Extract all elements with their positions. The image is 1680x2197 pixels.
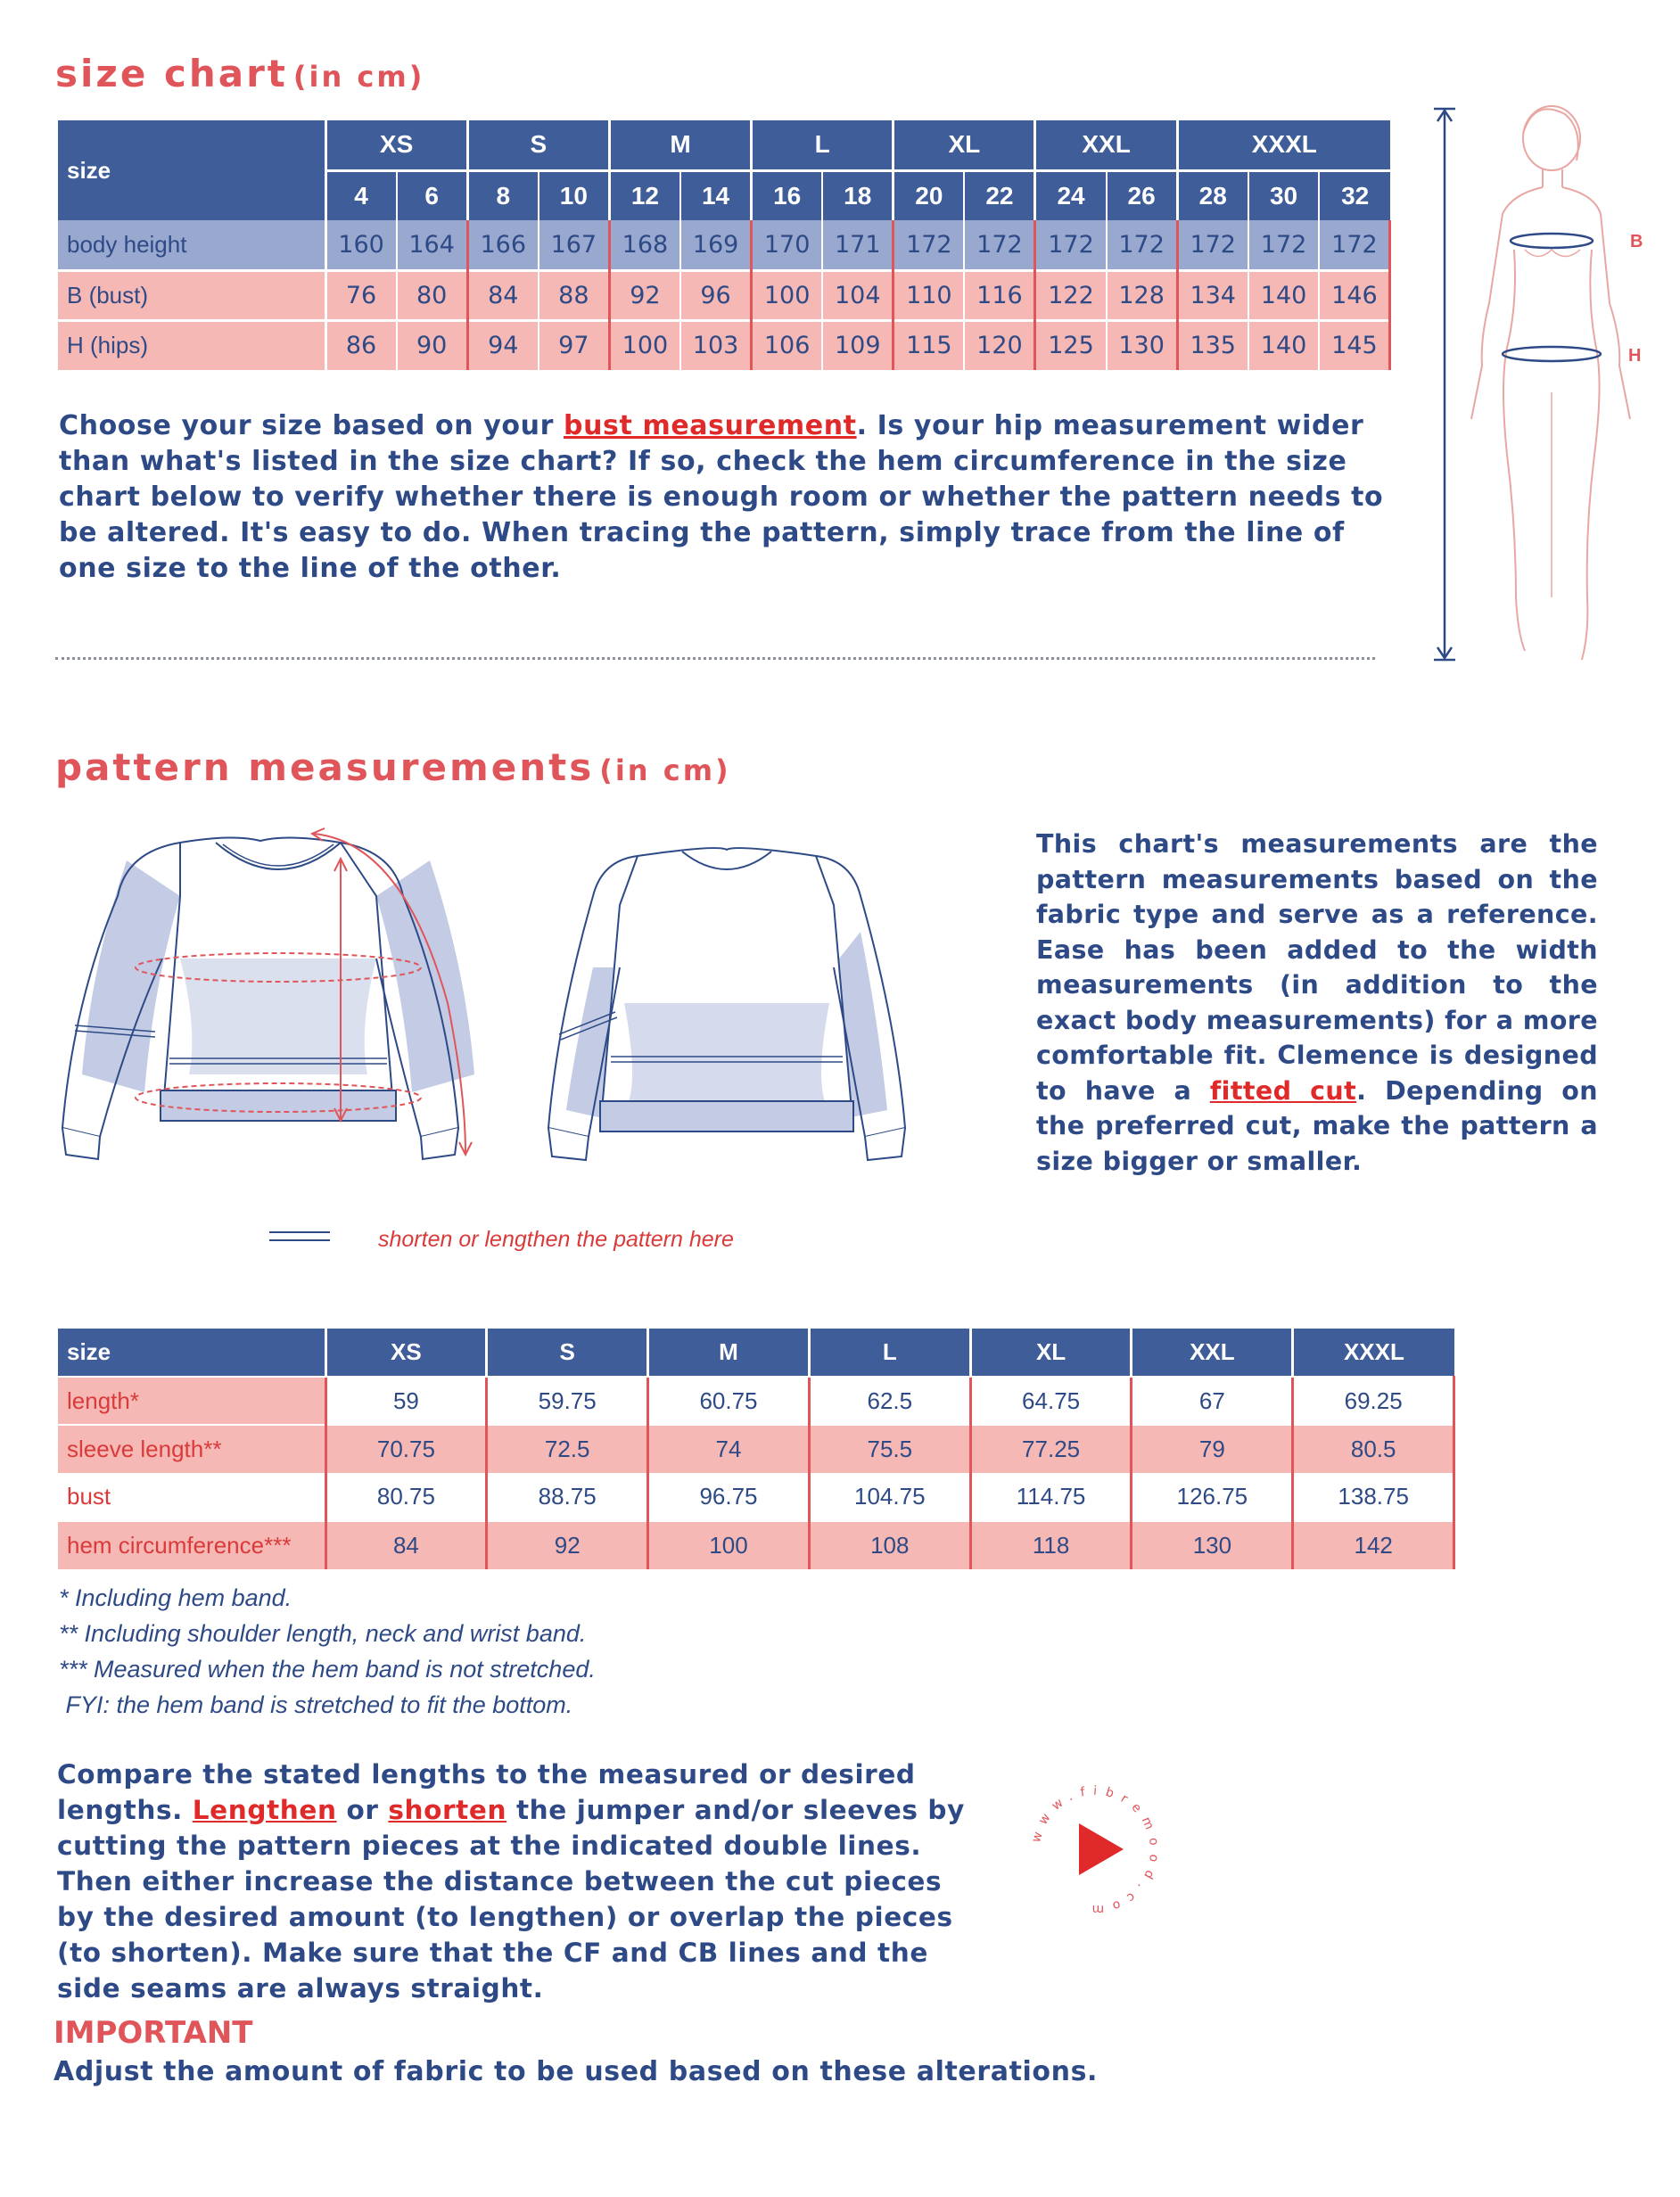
table-cell: 62.5 bbox=[809, 1377, 970, 1425]
table-cell: 109 bbox=[822, 320, 894, 370]
table-cell: 100 bbox=[609, 320, 680, 370]
size-number: 22 bbox=[964, 170, 1035, 220]
table-cell: 140 bbox=[1248, 270, 1320, 320]
table-cell: 76 bbox=[325, 270, 397, 320]
table-cell: 172 bbox=[1177, 220, 1248, 270]
lengthen-link: Lengthen bbox=[192, 1795, 337, 1825]
double-line-legend-icon bbox=[269, 1230, 332, 1247]
table-cell: 72.5 bbox=[487, 1425, 648, 1473]
table-cell: 172 bbox=[964, 220, 1035, 270]
pattern-measurements-table bbox=[58, 1329, 1455, 1569]
table-cell: 171 bbox=[822, 220, 894, 270]
footnotes bbox=[59, 1580, 596, 1723]
table-cell: 67 bbox=[1132, 1377, 1293, 1425]
table-cell: 80.5 bbox=[1293, 1425, 1454, 1473]
size-number: 8 bbox=[467, 170, 539, 220]
table-cell: 166 bbox=[467, 220, 539, 270]
footnote: ** Including shoulder length, neck and wrist band. bbox=[59, 1620, 587, 1647]
bust-measurement-link: bust measurement bbox=[564, 410, 857, 441]
size-header-label: size bbox=[58, 120, 325, 220]
footnote: *** Measured when the hem band is not stretched. bbox=[59, 1656, 596, 1683]
table-cell: 172 bbox=[1035, 220, 1107, 270]
table-cell: 169 bbox=[680, 220, 752, 270]
size-group-xxl: XXL bbox=[1035, 120, 1177, 170]
fibremood-logo bbox=[1015, 1770, 1175, 1930]
pattern-size-header: L bbox=[809, 1329, 970, 1377]
table-cell: 59.75 bbox=[487, 1377, 648, 1425]
size-number: 12 bbox=[609, 170, 680, 220]
table-cell: 64.75 bbox=[970, 1377, 1132, 1425]
table-cell: 115 bbox=[894, 320, 965, 370]
shorten-link: shorten bbox=[388, 1795, 507, 1825]
jumper-front-illustration bbox=[55, 825, 519, 1173]
pattern-size-label: size bbox=[58, 1329, 325, 1377]
intro-paragraph: Choose your size based on your bust measurement. Is your hip measurement wider than what's listed in the size chart? If so, check the hem circumference in the size chart below to verify whether there is enough room or whether the pattern needs to be altered. It's easy to do. When tracing the pattern, simply trace from the line of one size to the line of the other. bbox=[59, 410, 1384, 584]
table-cell: 160 bbox=[325, 220, 397, 270]
table-cell: 114.75 bbox=[970, 1473, 1132, 1521]
table-cell: 84 bbox=[467, 270, 539, 320]
table-cell: 145 bbox=[1319, 320, 1390, 370]
table-cell: 88 bbox=[539, 270, 610, 320]
pattern-description: This chart's measurements are the pattern measurements based on the fabric type and serve as a reference. Ease has been added to the width measurements (in addition to the exact body measurements) for a more comfortable fit. Clemence is designed to have a fitted cut. Depending on the preferred cut, make the pattern a size bigger or smaller. bbox=[1036, 829, 1598, 1176]
pattern-size-header: XL bbox=[970, 1329, 1132, 1377]
table-cell: 172 bbox=[894, 220, 965, 270]
legend-text: shorten or lengthen the pattern here bbox=[378, 1227, 734, 1252]
table-cell: 59 bbox=[325, 1377, 487, 1425]
table-cell: 80 bbox=[397, 270, 468, 320]
length-row bbox=[58, 1377, 1454, 1425]
table-cell: 167 bbox=[539, 220, 610, 270]
row-label-sleeve-length: sleeve length** bbox=[58, 1425, 325, 1473]
size-number: 20 bbox=[894, 170, 965, 220]
table-cell: 106 bbox=[752, 320, 823, 370]
size-number: 16 bbox=[752, 170, 823, 220]
table-cell: 168 bbox=[609, 220, 680, 270]
row-label-hem-circumference: hem circumference*** bbox=[58, 1521, 325, 1569]
size-number: 32 bbox=[1319, 170, 1390, 220]
size-number: 24 bbox=[1035, 170, 1107, 220]
size-number: 30 bbox=[1248, 170, 1320, 220]
size-group-row bbox=[58, 120, 1390, 170]
sleeve-length-row bbox=[58, 1425, 1454, 1473]
table-cell: 172 bbox=[1319, 220, 1390, 270]
hem-circumference-row bbox=[58, 1521, 1454, 1569]
fitted-cut-link: fitted cut bbox=[1209, 1075, 1357, 1106]
jumper-back-illustration bbox=[539, 843, 914, 1173]
table-cell: 172 bbox=[1107, 220, 1178, 270]
table-cell: 100 bbox=[648, 1521, 810, 1569]
bust-row bbox=[58, 1473, 1454, 1521]
table-cell: 100 bbox=[752, 270, 823, 320]
table-cell: 70.75 bbox=[325, 1425, 487, 1473]
size-number: 4 bbox=[325, 170, 397, 220]
table-cell: 140 bbox=[1248, 320, 1320, 370]
size-number: 28 bbox=[1177, 170, 1248, 220]
table-cell: 130 bbox=[1107, 320, 1178, 370]
play-icon bbox=[1079, 1823, 1124, 1875]
important-heading: IMPORTANT bbox=[54, 2015, 253, 2051]
table-cell: 104.75 bbox=[809, 1473, 970, 1521]
table-cell: 79 bbox=[1132, 1425, 1293, 1473]
size-chart-heading: size chart (in cm) bbox=[55, 52, 425, 95]
size-number: 14 bbox=[680, 170, 752, 220]
size-group-xl: XL bbox=[894, 120, 1035, 170]
bust-marker-label: B bbox=[1630, 232, 1643, 251]
table-cell: 92 bbox=[609, 270, 680, 320]
pattern-size-header: XXXL bbox=[1293, 1329, 1454, 1377]
table-cell: 118 bbox=[970, 1521, 1132, 1569]
row-label-bust: B (bust) bbox=[58, 270, 325, 320]
row-label-body-height: body height bbox=[58, 220, 325, 270]
table-cell: 84 bbox=[325, 1521, 487, 1569]
pattern-heading: pattern measurements (in cm) bbox=[55, 745, 731, 789]
size-group-xxxl: XXXL bbox=[1177, 120, 1390, 170]
table-cell: 104 bbox=[822, 270, 894, 320]
size-group-m: M bbox=[609, 120, 751, 170]
table-cell: 134 bbox=[1177, 270, 1248, 320]
table-cell: 96 bbox=[680, 270, 752, 320]
footnote: * Including hem band. bbox=[59, 1584, 292, 1611]
size-number: 10 bbox=[539, 170, 610, 220]
table-cell: 88.75 bbox=[487, 1473, 648, 1521]
table-cell: 172 bbox=[1248, 220, 1320, 270]
table-cell: 75.5 bbox=[809, 1425, 970, 1473]
svg-text:www.fibremood.com: www.fibremood.com bbox=[1029, 1783, 1162, 1917]
table-cell: 74 bbox=[648, 1425, 810, 1473]
table-cell: 126.75 bbox=[1132, 1473, 1293, 1521]
table-cell: 135 bbox=[1177, 320, 1248, 370]
pattern-size-header: S bbox=[487, 1329, 648, 1377]
table-cell: 108 bbox=[809, 1521, 970, 1569]
table-cell: 77.25 bbox=[970, 1425, 1132, 1473]
table-cell: 170 bbox=[752, 220, 823, 270]
size-group-l: L bbox=[752, 120, 894, 170]
table-cell: 120 bbox=[964, 320, 1035, 370]
table-cell: 96.75 bbox=[648, 1473, 810, 1521]
table-cell: 103 bbox=[680, 320, 752, 370]
size-group-xs: XS bbox=[325, 120, 467, 170]
table-cell: 138.75 bbox=[1293, 1473, 1454, 1521]
row-label-hips: H (hips) bbox=[58, 320, 325, 370]
hips-row bbox=[58, 320, 1390, 370]
table-cell: 142 bbox=[1293, 1521, 1454, 1569]
pattern-header-row bbox=[58, 1329, 1454, 1377]
pattern-size-header: M bbox=[648, 1329, 810, 1377]
table-cell: 90 bbox=[397, 320, 468, 370]
table-cell: 116 bbox=[964, 270, 1035, 320]
table-cell: 122 bbox=[1035, 270, 1107, 320]
table-cell: 80.75 bbox=[325, 1473, 487, 1521]
important-text: Adjust the amount of fabric to be used based on these alterations. bbox=[54, 2056, 1099, 2087]
table-cell: 110 bbox=[894, 270, 965, 320]
row-label-bust: bust bbox=[58, 1473, 325, 1521]
compare-paragraph: Compare the stated lengths to the measured or desired lengths. Lengthen or shorten the jumper and/or sleeves by cutting the pattern pieces at the indicated double lines. Then either increase the distance between the cut pieces by the desired amount (to lengthen) or overlap the pieces (to shorten). Make sure that the CF and CB lines and the side seams are always straight. bbox=[57, 1759, 965, 2004]
size-group-s: S bbox=[467, 120, 609, 170]
body-height-row bbox=[58, 220, 1390, 270]
size-number: 26 bbox=[1107, 170, 1178, 220]
row-label-length: length* bbox=[58, 1377, 325, 1425]
table-cell: 60.75 bbox=[648, 1377, 810, 1425]
footnote: FYI: the hem band is stretched to fit the bottom. bbox=[59, 1691, 573, 1718]
size-number: 6 bbox=[397, 170, 468, 220]
table-cell: 130 bbox=[1132, 1521, 1293, 1569]
table-cell: 69.25 bbox=[1293, 1377, 1454, 1425]
section-divider bbox=[55, 657, 1375, 660]
size-number: 18 bbox=[822, 170, 894, 220]
table-cell: 146 bbox=[1319, 270, 1390, 320]
hips-marker-label: H bbox=[1628, 346, 1642, 366]
body-measurement-figure bbox=[1418, 98, 1641, 678]
table-cell: 86 bbox=[325, 320, 397, 370]
pattern-size-header: XXL bbox=[1132, 1329, 1293, 1377]
size-chart-table bbox=[58, 120, 1391, 370]
bust-row bbox=[58, 270, 1390, 320]
table-cell: 125 bbox=[1035, 320, 1107, 370]
table-cell: 92 bbox=[487, 1521, 648, 1569]
table-cell: 94 bbox=[467, 320, 539, 370]
table-cell: 128 bbox=[1107, 270, 1178, 320]
table-cell: 164 bbox=[397, 220, 468, 270]
pattern-size-header: XS bbox=[325, 1329, 487, 1377]
table-cell: 97 bbox=[539, 320, 610, 370]
